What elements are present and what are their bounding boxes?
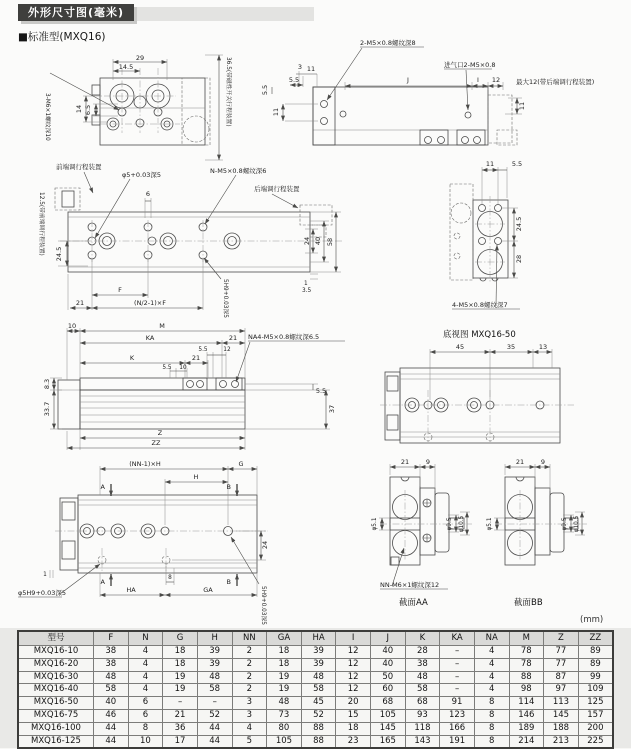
section-caption: 截面AA <box>399 598 428 608</box>
dim-9: 9 <box>540 458 546 466</box>
dim-3-5: 3.5 <box>302 288 312 294</box>
value-cell: 48 <box>267 697 302 710</box>
dim-1: 1 <box>43 572 47 578</box>
value-cell: – <box>440 658 475 671</box>
value-cell: 58 <box>405 684 440 697</box>
value-cell: 105 <box>267 735 302 748</box>
dim-21a: 21 <box>228 334 238 342</box>
dim-F: F <box>118 286 122 294</box>
value-cell: 19 <box>163 684 198 697</box>
dim-GA: GA <box>203 586 213 594</box>
value-cell: 91 <box>440 697 475 710</box>
value-cell: 19 <box>267 684 302 697</box>
value-cell: – <box>197 697 232 710</box>
value-cell: – <box>440 646 475 659</box>
dim-5-5-vert: 5.5 <box>261 84 269 96</box>
dimensions-table <box>17 630 614 749</box>
value-cell: 40 <box>371 646 406 659</box>
model-cell: MXQ16-20 <box>18 658 94 671</box>
value-cell: 4 <box>128 646 163 659</box>
value-cell: 4 <box>128 658 163 671</box>
value-cell: 4 <box>474 658 509 671</box>
dim-21: 21 <box>515 458 525 466</box>
drawing-section-bb <box>487 458 587 608</box>
value-cell: 89 <box>578 658 613 671</box>
thread-callout: N-M5×0.8螺纹深6 <box>210 167 267 175</box>
value-cell: 8 <box>474 722 509 735</box>
value-cell: 8 <box>128 722 163 735</box>
dia-5-1: φ5.1 <box>487 517 493 531</box>
dim-24-5: 24.5 <box>55 246 63 262</box>
value-cell: 8 <box>474 697 509 710</box>
model-cell: MXQ16-10 <box>18 646 94 659</box>
dim-K: K <box>129 354 135 362</box>
thread-callout: 2-M5×0.8螺纹深8 <box>360 39 416 47</box>
pin-hole-callout: φ5H9+0.03深5 <box>18 589 67 597</box>
section-A-bottom: A <box>100 578 105 586</box>
value-cell: 4 <box>232 722 267 735</box>
left-note: 12.5(带前端调行程装置) <box>38 192 44 256</box>
value-cell: 88 <box>301 735 336 748</box>
value-cell: 88 <box>509 671 544 684</box>
column-header: 型号 <box>18 631 94 646</box>
column-header: KA <box>440 631 475 646</box>
value-cell: 8 <box>474 735 509 748</box>
value-cell: 6 <box>128 709 163 722</box>
pin-depth-callout-right: 5H9+0.03深5 <box>260 586 266 625</box>
value-cell: 60 <box>371 684 406 697</box>
dim-24-5: 24.5 <box>515 216 523 232</box>
column-header: I <box>336 631 371 646</box>
dim-3: 3 <box>297 63 303 71</box>
drawing-side-view-mid <box>43 322 345 450</box>
value-cell: 48 <box>94 671 129 684</box>
value-cell: 44 <box>197 722 232 735</box>
value-cell: 4 <box>474 684 509 697</box>
value-cell: 58 <box>301 684 336 697</box>
dim-14-5: 14.5 <box>118 63 134 71</box>
dim-21b: 21 <box>191 354 201 362</box>
dim-12: 12 <box>491 76 501 84</box>
drawing-caption: 底视图 MXQ16-50 <box>443 330 516 340</box>
dim-5-5b: 5.5 <box>162 365 172 371</box>
switch-note: 36.5(带磁性开关行程装置) <box>225 57 231 127</box>
value-cell: 39 <box>197 658 232 671</box>
dim-1: 1 <box>304 281 308 287</box>
dim-21: 21 <box>400 458 410 466</box>
value-cell: 123 <box>440 709 475 722</box>
pin-depth-callout: 5H9+0.03深5 <box>222 279 228 318</box>
pin-hole-callout: φ5+0.03深5 <box>122 171 161 179</box>
dim-10b: 10 <box>179 365 187 371</box>
value-cell: 52 <box>197 709 232 722</box>
column-header: N <box>128 631 163 646</box>
value-cell: – <box>440 671 475 684</box>
value-cell: 200 <box>578 722 613 735</box>
value-cell: 146 <box>509 709 544 722</box>
section-subtitle: ■标准型(MXQ16) <box>18 31 106 43</box>
drawing-bottom-view-50 <box>380 329 574 443</box>
max12-note: 最大12(带后端调行程装置) <box>516 78 595 86</box>
value-cell: 48 <box>197 671 232 684</box>
value-cell: 38 <box>94 658 129 671</box>
table-row <box>18 684 613 697</box>
value-cell: 38 <box>405 658 440 671</box>
value-cell: 4 <box>128 671 163 684</box>
technical-drawings-canvas <box>0 38 631 628</box>
value-cell: 15 <box>336 709 371 722</box>
section-B-bottom: B <box>226 578 231 586</box>
header-row <box>18 631 613 646</box>
dim-Z: Z <box>157 429 163 437</box>
value-cell: 165 <box>371 735 406 748</box>
value-cell: 12 <box>336 646 371 659</box>
value-cell: 19 <box>267 671 302 684</box>
column-header: ZZ <box>578 631 613 646</box>
column-header: NA <box>474 631 509 646</box>
unit-note: (mm) <box>580 615 604 625</box>
dim-24: 24 <box>261 540 269 550</box>
rear-adjuster-label: 后端调行程装置 <box>254 185 300 193</box>
value-cell: 78 <box>509 646 544 659</box>
value-cell: 12 <box>336 658 371 671</box>
value-cell: 19 <box>163 671 198 684</box>
drawing-side-view-top <box>261 38 594 145</box>
dim-KA: KA <box>145 334 155 342</box>
dim-28: 28 <box>515 254 523 264</box>
thread-callout: 4-M5×0.8螺纹深7 <box>452 301 508 309</box>
drawing-bottom-view <box>18 460 269 625</box>
value-cell: 213 <box>544 735 579 748</box>
value-cell: 113 <box>544 697 579 710</box>
value-cell: 36 <box>163 722 198 735</box>
dia-9-5: φ9.5 <box>447 517 453 531</box>
table-row <box>18 646 613 659</box>
dim-11: 11 <box>485 160 495 168</box>
dim-40: 40 <box>314 236 322 246</box>
value-cell: 48 <box>301 671 336 684</box>
value-cell: 105 <box>371 709 406 722</box>
value-cell: 68 <box>371 697 406 710</box>
value-cell: 125 <box>578 697 613 710</box>
dim-6-5: 6.5 <box>84 104 92 116</box>
value-cell: 145 <box>371 722 406 735</box>
value-cell: 114 <box>509 697 544 710</box>
column-header: GA <box>267 631 302 646</box>
value-cell: 44 <box>94 722 129 735</box>
value-cell: 2 <box>232 658 267 671</box>
value-cell: 3 <box>232 709 267 722</box>
value-cell: 52 <box>301 709 336 722</box>
model-cell: MXQ16-125 <box>18 735 94 748</box>
drawing-end-view-left <box>44 54 233 160</box>
value-cell: 18 <box>267 646 302 659</box>
thread-callout: NA4-M5×0.8螺纹深6.5 <box>248 333 320 341</box>
dim-M: M <box>159 322 165 330</box>
column-header: H <box>197 631 232 646</box>
value-cell: 40 <box>94 697 129 710</box>
value-cell: 89 <box>578 646 613 659</box>
dia-5-1: φ5.1 <box>372 517 378 531</box>
value-cell: 143 <box>405 735 440 748</box>
value-cell: 44 <box>197 735 232 748</box>
air-port-callout: 进气口2-M5×0.8 <box>444 61 496 69</box>
value-cell: 12 <box>336 671 371 684</box>
column-header: K <box>405 631 440 646</box>
dim-H: H <box>193 473 199 481</box>
value-cell: 58 <box>197 684 232 697</box>
value-cell: – <box>163 697 198 710</box>
dim-29: 29 <box>135 54 145 62</box>
dim-11-right: 11 <box>518 101 526 111</box>
value-cell: 78 <box>509 658 544 671</box>
value-cell: 45 <box>301 697 336 710</box>
value-cell: 39 <box>301 646 336 659</box>
value-cell: 73 <box>267 709 302 722</box>
value-cell: 2 <box>232 646 267 659</box>
value-cell: 18 <box>336 722 371 735</box>
value-cell: 98 <box>509 684 544 697</box>
model-cell: MXQ16-75 <box>18 709 94 722</box>
page-title: 外形尺寸图(毫米) <box>18 4 134 21</box>
value-cell: 145 <box>544 709 579 722</box>
table-row <box>18 658 613 671</box>
value-cell: 188 <box>544 722 579 735</box>
value-cell: 225 <box>578 735 613 748</box>
dim-5-5a: 5.5 <box>198 347 208 353</box>
dim-13: 13 <box>538 343 548 351</box>
value-cell: 166 <box>440 722 475 735</box>
dim-5-5: 5.5 <box>511 160 523 168</box>
table-row <box>18 735 613 748</box>
dim-14: 14 <box>75 104 83 114</box>
value-cell: 77 <box>544 646 579 659</box>
dim-HA: HA <box>126 586 136 594</box>
value-cell: 4 <box>128 684 163 697</box>
value-cell: 77 <box>544 658 579 671</box>
value-cell: 48 <box>405 671 440 684</box>
column-header: NN <box>232 631 267 646</box>
dim-5-5c: 5.5 <box>315 387 327 395</box>
value-cell: 4 <box>474 646 509 659</box>
table-head <box>18 631 613 646</box>
value-cell: 39 <box>197 646 232 659</box>
table-body <box>18 646 613 749</box>
value-cell: 3 <box>232 697 267 710</box>
section-caption: 截面BB <box>514 598 543 608</box>
value-cell: 97 <box>544 684 579 697</box>
column-header: F <box>94 631 129 646</box>
value-cell: 214 <box>509 735 544 748</box>
table-row <box>18 697 613 710</box>
dim-12: 12 <box>223 347 231 353</box>
drawing-plan-view <box>38 162 342 318</box>
dim-37: 37 <box>328 404 336 414</box>
table-row <box>18 709 613 722</box>
column-header: J <box>371 631 406 646</box>
thread-callout: 3-M6×1螺纹深10 <box>44 93 50 141</box>
value-cell: 189 <box>509 722 544 735</box>
dim-58: 58 <box>326 237 334 247</box>
value-cell: 39 <box>301 658 336 671</box>
column-header: G <box>163 631 198 646</box>
dim-11-vert: 11 <box>272 107 280 117</box>
value-cell: 44 <box>94 735 129 748</box>
drawing-end-view-right <box>450 160 523 309</box>
value-cell: 118 <box>405 722 440 735</box>
value-cell: 21 <box>163 709 198 722</box>
value-cell: 20 <box>336 697 371 710</box>
value-cell: 2 <box>232 671 267 684</box>
value-cell: 109 <box>578 684 613 697</box>
value-cell: 157 <box>578 709 613 722</box>
column-header: HA <box>301 631 336 646</box>
dim-24: 24 <box>303 236 311 246</box>
value-cell: 5 <box>232 735 267 748</box>
dia-10-5: φ10.5 <box>459 515 465 533</box>
dim-9: 9 <box>425 458 431 466</box>
table-row <box>18 671 613 684</box>
section-A-top: A <box>100 483 105 491</box>
value-cell: 18 <box>163 658 198 671</box>
dim-I: I <box>477 76 479 84</box>
dim-NN-1xH: (NN-1)×H <box>129 460 161 468</box>
dim-5-5: 5.5 <box>288 76 300 84</box>
dim-J: J <box>407 76 409 84</box>
dim-6: 6 <box>145 190 151 198</box>
dim-8: 8 <box>168 575 172 581</box>
dim-8-3: 8.3 <box>43 378 51 390</box>
value-cell: 6 <box>128 697 163 710</box>
value-cell: 4 <box>474 671 509 684</box>
value-cell: 17 <box>163 735 198 748</box>
value-cell: 12 <box>336 684 371 697</box>
dim-21: 21 <box>75 299 85 307</box>
value-cell: 88 <box>301 722 336 735</box>
value-cell: 68 <box>405 697 440 710</box>
model-cell: MXQ16-40 <box>18 684 94 697</box>
dim-11-top: 11 <box>306 65 316 73</box>
value-cell: 28 <box>405 646 440 659</box>
drawing-section-aa <box>372 458 472 608</box>
column-header: M <box>509 631 544 646</box>
value-cell: 50 <box>371 671 406 684</box>
front-adjuster-label: 前端调行程装置 <box>56 163 102 171</box>
value-cell: 18 <box>163 646 198 659</box>
value-cell: 46 <box>94 709 129 722</box>
dim-35: 35 <box>506 343 516 351</box>
value-cell: 18 <box>267 658 302 671</box>
model-cell: MXQ16-50 <box>18 697 94 710</box>
value-cell: 8 <box>474 709 509 722</box>
value-cell: 2 <box>232 684 267 697</box>
value-cell: 80 <box>267 722 302 735</box>
value-cell: 93 <box>405 709 440 722</box>
dim-10: 10 <box>67 322 77 330</box>
value-cell: 191 <box>440 735 475 748</box>
thread-callout: NN-M6×1螺纹深12 <box>380 581 440 589</box>
value-cell: 58 <box>94 684 129 697</box>
dim-NF: (N/2-1)×F <box>134 299 166 307</box>
value-cell: 10 <box>128 735 163 748</box>
column-header: Z <box>544 631 579 646</box>
dim-33-7: 33.7 <box>43 401 51 417</box>
dim-ZZ: ZZ <box>151 439 161 447</box>
model-cell: MXQ16-30 <box>18 671 94 684</box>
value-cell: 87 <box>544 671 579 684</box>
section-B-top: B <box>226 483 231 491</box>
dia-10-5: φ10.5 <box>574 515 580 533</box>
value-cell: 40 <box>371 658 406 671</box>
value-cell: 99 <box>578 671 613 684</box>
value-cell: – <box>440 684 475 697</box>
dia-9-5: φ9.5 <box>562 517 568 531</box>
dim-G: G <box>238 460 244 468</box>
model-cell: MXQ16-100 <box>18 722 94 735</box>
table-row <box>18 722 613 735</box>
value-cell: 23 <box>336 735 371 748</box>
dim-45: 45 <box>455 343 465 351</box>
value-cell: 38 <box>94 646 129 659</box>
